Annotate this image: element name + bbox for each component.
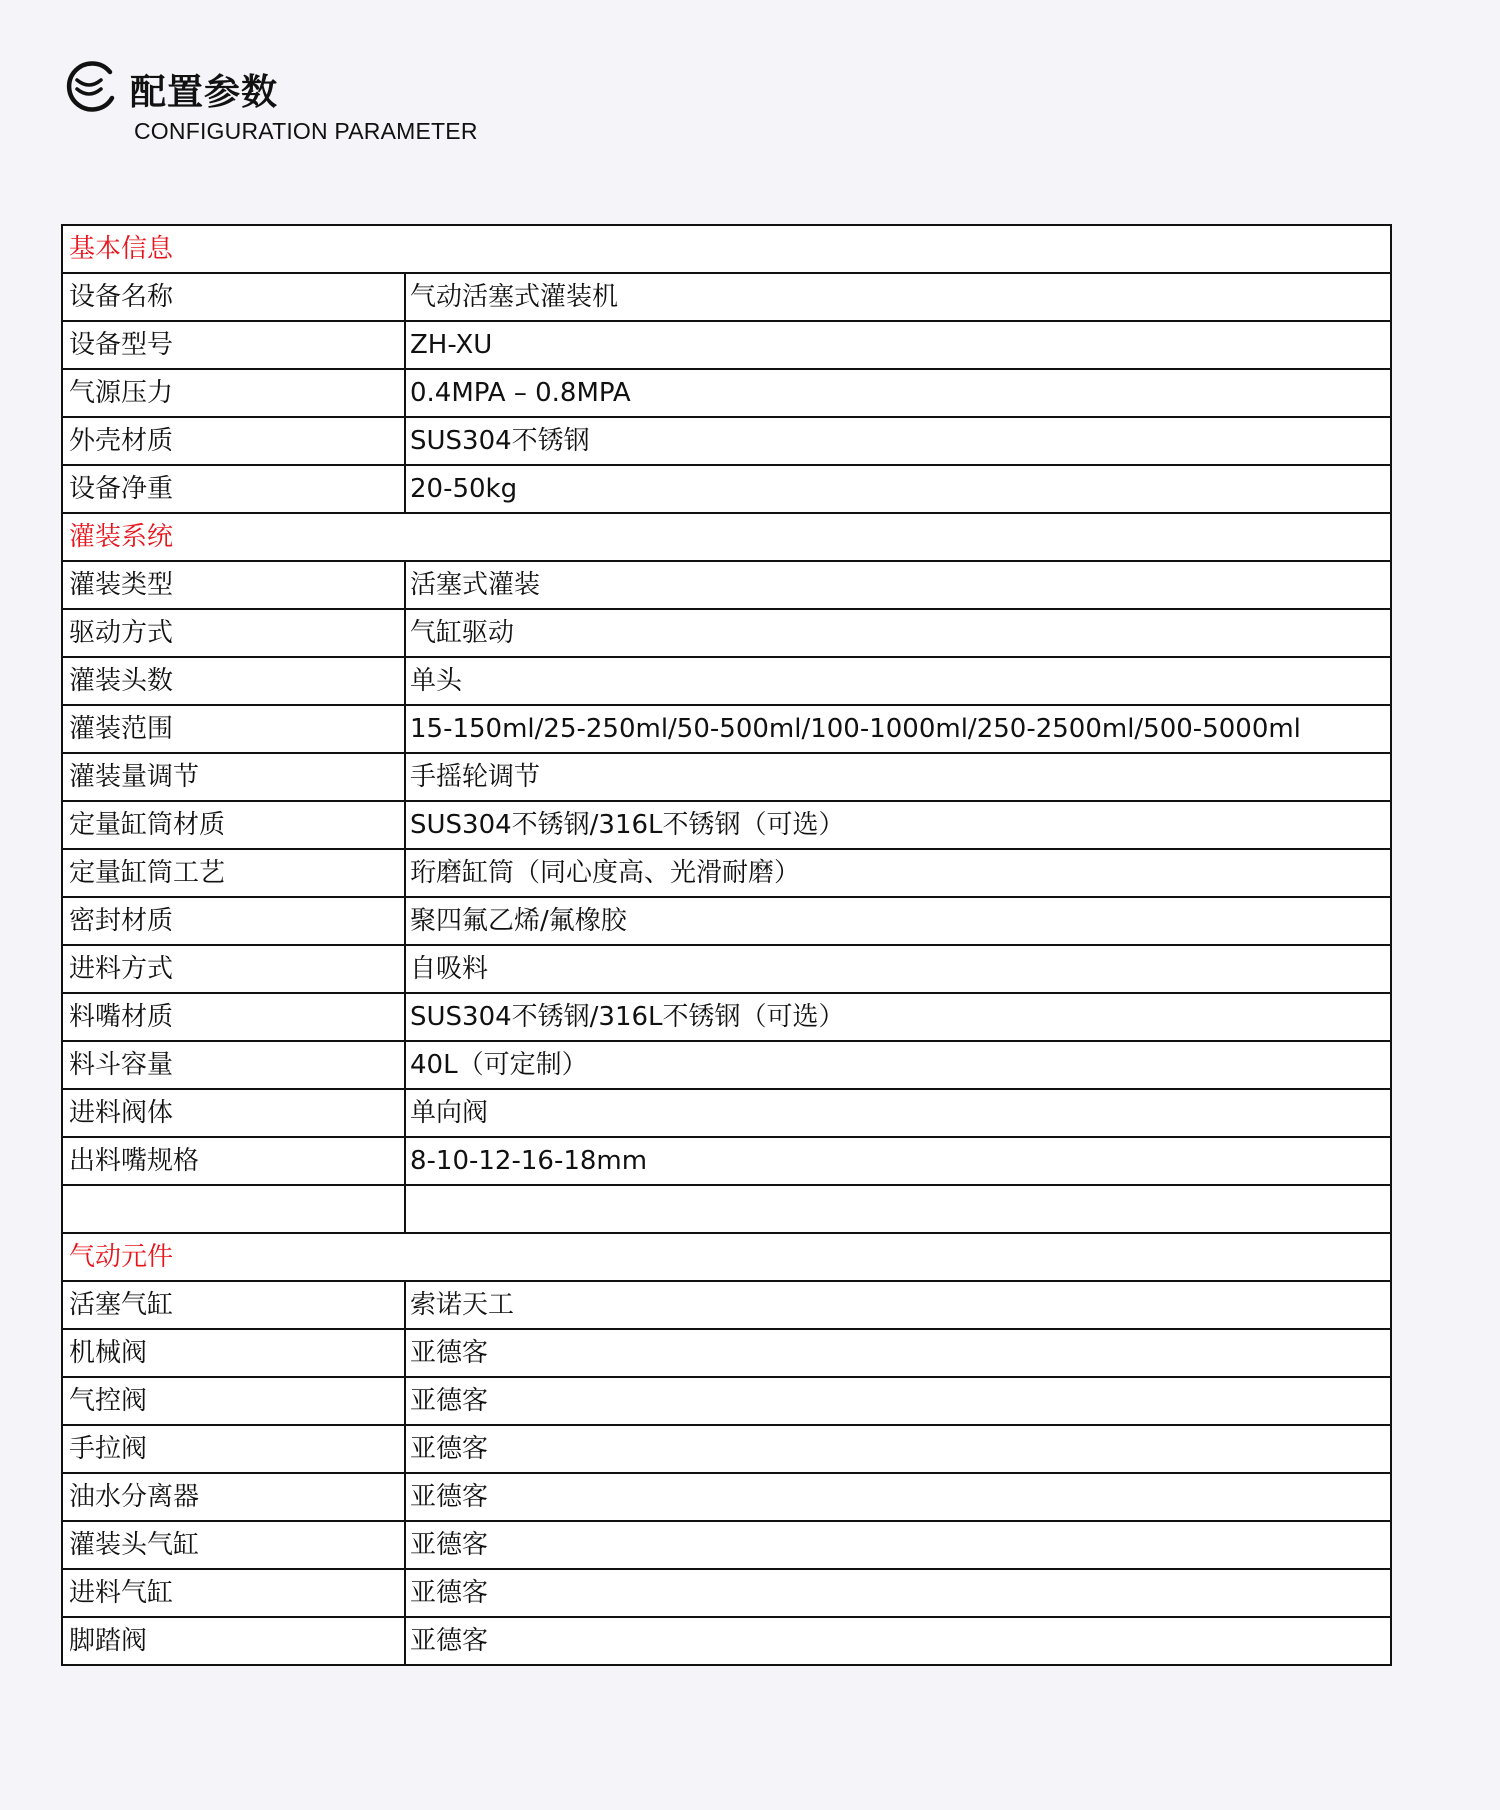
table-row [62,321,1391,369]
param-name: 灌装头气缸 [62,1521,405,1569]
table-row [62,1425,1391,1473]
param-value: 亚德客 [405,1425,1391,1473]
table-row [62,1041,1391,1089]
param-value: 气动活塞式灌装机 [405,273,1391,321]
table-row [62,465,1391,513]
param-value: 亚德客 [405,1569,1391,1617]
param-value: 亚德客 [405,1377,1391,1425]
param-name: 脚踏阀 [62,1617,405,1665]
param-value: 聚四氟乙烯/氟橡胶 [405,897,1391,945]
param-name: 出料嘴规格 [62,1137,405,1185]
param-value: 8-10-12-16-18mm [405,1137,1391,1185]
param-name: 手拉阀 [62,1425,405,1473]
table-row [62,849,1391,897]
param-name: 气源压力 [62,369,405,417]
table-row [62,609,1391,657]
table-row [62,1473,1391,1521]
section-row-filling [62,513,1391,561]
table-row [62,369,1391,417]
table-row [62,705,1391,753]
param-value: 亚德客 [405,1329,1391,1377]
param-value: 15-150ml/25-250ml/50-500ml/100-1000ml/250-2500ml/500-5000ml [405,705,1391,753]
smile-circle-icon [60,58,118,116]
table-row-empty [62,1185,1391,1233]
param-value: 亚德客 [405,1617,1391,1665]
param-name: 定量缸筒材质 [62,801,405,849]
param-value: 亚德客 [405,1521,1391,1569]
param-name: 油水分离器 [62,1473,405,1521]
param-value: 单向阀 [405,1089,1391,1137]
param-value: 20-50kg [405,465,1391,513]
table-row [62,1521,1391,1569]
param-name: 定量缸筒工艺 [62,849,405,897]
section-title-pneumatic: 气动元件 [62,1233,1391,1281]
param-value: 单头 [405,657,1391,705]
param-value: 珩磨缸筒（同心度高、光滑耐磨） [405,849,1391,897]
table-row [62,945,1391,993]
configuration-table [61,224,1392,1666]
table-row [62,801,1391,849]
param-name [62,1185,405,1233]
param-name: 活塞气缸 [62,1281,405,1329]
param-name: 密封材质 [62,897,405,945]
param-name: 料嘴材质 [62,993,405,1041]
param-value: SUS304不锈钢 [405,417,1391,465]
param-value: 索诺天工 [405,1281,1391,1329]
table-row [62,417,1391,465]
param-name: 外壳材质 [62,417,405,465]
param-name: 进料阀体 [62,1089,405,1137]
param-value: SUS304不锈钢/316L不锈钢（可选） [405,993,1391,1041]
param-value: 气缸驱动 [405,609,1391,657]
param-name: 驱动方式 [62,609,405,657]
param-name: 灌装量调节 [62,753,405,801]
page-title: 配置参数 [130,72,279,113]
table-row [62,561,1391,609]
section-title-basic: 基本信息 [62,225,1391,273]
param-name: 机械阀 [62,1329,405,1377]
param-name: 设备型号 [62,321,405,369]
table-row [62,273,1391,321]
table-row [62,753,1391,801]
param-name: 设备净重 [62,465,405,513]
table-row [62,657,1391,705]
param-value: 活塞式灌装 [405,561,1391,609]
param-name: 灌装类型 [62,561,405,609]
table-row [62,1137,1391,1185]
param-value: 0.4MPA – 0.8MPA [405,369,1391,417]
table-row [62,897,1391,945]
table-row [62,1281,1391,1329]
param-name: 灌装头数 [62,657,405,705]
param-value: 40L（可定制） [405,1041,1391,1089]
section-row-basic [62,225,1391,273]
table-row [62,1617,1391,1665]
page-subtitle: CONFIGURATION PARAMETER [134,118,478,144]
table-row [62,993,1391,1041]
param-name: 灌装范围 [62,705,405,753]
param-name: 进料方式 [62,945,405,993]
param-name: 设备名称 [62,273,405,321]
param-name: 进料气缸 [62,1569,405,1617]
param-value: 自吸料 [405,945,1391,993]
table-row [62,1089,1391,1137]
table-row [62,1329,1391,1377]
table-row [62,1569,1391,1617]
param-value: SUS304不锈钢/316L不锈钢（可选） [405,801,1391,849]
param-value: 亚德客 [405,1473,1391,1521]
page-header [60,58,760,158]
table-row [62,1377,1391,1425]
section-title-filling: 灌装系统 [62,513,1391,561]
param-value: 手摇轮调节 [405,753,1391,801]
param-name: 气控阀 [62,1377,405,1425]
param-value [405,1185,1391,1233]
param-value: ZH-XU [405,321,1391,369]
param-name: 料斗容量 [62,1041,405,1089]
section-row-pneumatic [62,1233,1391,1281]
